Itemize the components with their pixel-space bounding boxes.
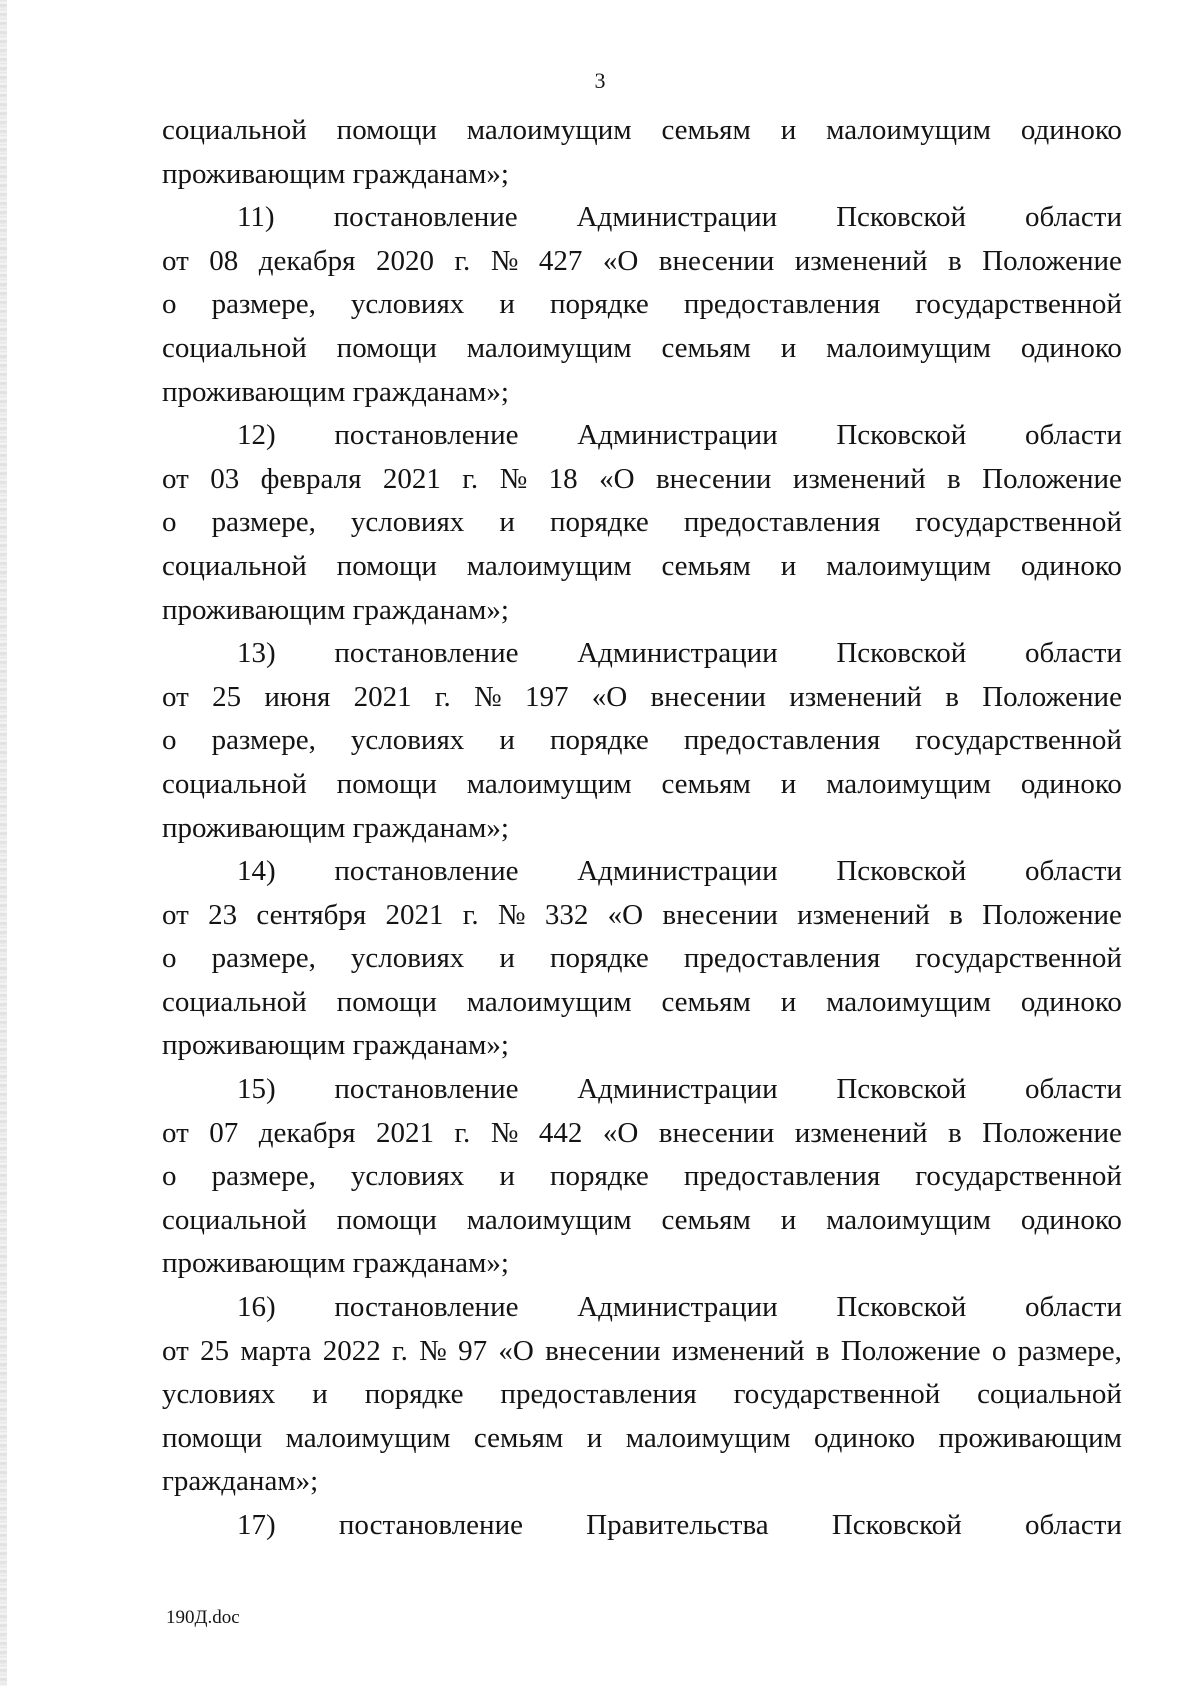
word: и — [780, 114, 797, 146]
word: «О — [498, 1334, 534, 1367]
word: февраля — [260, 462, 362, 495]
text-line — [162, 545, 1122, 589]
word: семьям — [661, 767, 751, 800]
word: «О — [599, 462, 635, 495]
word: 11) — [237, 201, 275, 234]
word: Правительства — [586, 1509, 769, 1541]
word: государственной — [915, 724, 1122, 757]
text-line — [162, 240, 1122, 284]
word: проживающим — [938, 1421, 1122, 1454]
word: г. — [462, 898, 479, 931]
word: 25 — [200, 1334, 230, 1367]
word: Положение — [982, 898, 1122, 931]
word: помощи — [162, 1421, 263, 1454]
word: одиноко — [1020, 767, 1122, 800]
text-line — [162, 1024, 1122, 1068]
word: малоимущим — [285, 1421, 451, 1454]
text-line — [162, 1286, 1122, 1330]
word: порядке — [549, 942, 649, 975]
word: Положение — [982, 680, 1122, 713]
word: Псковской — [836, 855, 967, 888]
word: предоставления — [683, 724, 881, 757]
text-line — [162, 894, 1122, 938]
word: предоставления — [683, 942, 881, 975]
word: условиях — [350, 1160, 465, 1193]
word: 14) — [237, 855, 276, 888]
text-line — [162, 719, 1122, 763]
text-line — [162, 371, 1122, 415]
word: от — [162, 1334, 189, 1367]
word: марта — [240, 1334, 312, 1367]
word: социальной — [162, 331, 307, 364]
word: малоимущим — [826, 985, 991, 1018]
word: 15) — [237, 1073, 276, 1106]
word: помощи — [336, 985, 437, 1018]
word: условиях — [350, 942, 465, 975]
word: и — [780, 331, 797, 364]
text-line — [162, 109, 1122, 153]
word: Администрации — [576, 201, 778, 234]
word: внесении — [658, 244, 775, 277]
word: размере, — [211, 724, 316, 757]
word: Администрации — [577, 855, 778, 888]
word: государственной — [915, 506, 1122, 539]
word: № — [474, 680, 502, 713]
text-line — [162, 1242, 1122, 1286]
word: одиноко — [1020, 331, 1122, 364]
word: о — [162, 506, 177, 539]
word: постановление — [338, 1509, 523, 1541]
text-line — [162, 807, 1122, 851]
word: государственной — [915, 1160, 1122, 1193]
word: в — [947, 1116, 962, 1149]
word: области — [1025, 1509, 1122, 1541]
word: внесении — [650, 680, 766, 713]
word: «О — [602, 1116, 639, 1149]
word: в — [947, 244, 962, 277]
word: № — [490, 1116, 519, 1149]
word: размере, — [1017, 1334, 1122, 1367]
word: от — [162, 680, 189, 713]
word: помощи — [336, 114, 437, 146]
word: одиноко — [1020, 549, 1122, 582]
word: одиноко — [1020, 1203, 1122, 1236]
word: одиноко — [1020, 114, 1122, 146]
word: семьям — [661, 1203, 751, 1236]
word: малоимущим — [466, 114, 632, 146]
word: изменений — [671, 1334, 805, 1367]
word: 13) — [237, 637, 276, 670]
footer-filename: 190Д.doc — [166, 1607, 240, 1628]
text-line — [162, 1504, 1122, 1548]
word: «О — [607, 898, 644, 931]
line-text: проживающим гражданам»; — [162, 1029, 509, 1062]
word: малоимущим — [466, 1203, 632, 1236]
word: 08 — [209, 244, 239, 277]
word: постановление — [334, 637, 519, 670]
text-line — [162, 589, 1122, 633]
word: изменений — [792, 462, 926, 495]
word: постановление — [334, 419, 519, 452]
word: социальной — [162, 985, 307, 1018]
document-body — [162, 109, 1122, 1548]
word: Администрации — [577, 1073, 778, 1106]
word: декабря — [258, 1116, 356, 1149]
text-line — [162, 414, 1122, 458]
word: № — [499, 462, 528, 495]
word: 442 — [538, 1116, 583, 1149]
word: внесении — [658, 1116, 775, 1149]
word: г. — [462, 462, 479, 495]
text-line — [162, 1373, 1122, 1417]
word: и — [499, 506, 515, 539]
word: «О — [591, 680, 628, 713]
line-text: проживающим гражданам»; — [162, 1247, 509, 1280]
word: области — [1025, 637, 1122, 670]
word: Псковской — [836, 637, 967, 670]
word: 2021 — [382, 462, 441, 495]
word: социальной — [162, 767, 307, 800]
word: предоставления — [683, 288, 881, 321]
text-line — [162, 1330, 1122, 1374]
word: государственной — [915, 288, 1122, 321]
word: малоимущим — [826, 114, 991, 146]
line-text: проживающим гражданам»; — [162, 375, 509, 408]
word: 97 — [458, 1334, 488, 1367]
word: изменений — [794, 244, 928, 277]
word: изменений — [789, 680, 922, 713]
word: о — [991, 1334, 1007, 1367]
word: внесении — [655, 462, 772, 495]
word: государственной — [733, 1378, 941, 1411]
word: 427 — [538, 244, 583, 277]
word: и — [780, 1203, 797, 1236]
word: о — [162, 942, 177, 975]
line-text: проживающим гражданам»; — [162, 157, 509, 190]
word: малоимущим — [826, 1203, 991, 1236]
word: социальной — [977, 1378, 1122, 1411]
word: области — [1025, 855, 1122, 888]
word: порядке — [549, 288, 649, 321]
word: Псковской — [836, 1073, 967, 1106]
line-text: проживающим гражданам»; — [162, 811, 509, 844]
word: малоимущим — [466, 331, 632, 364]
text-line — [162, 283, 1122, 327]
word: малоимущим — [826, 549, 991, 582]
word: от — [162, 244, 189, 277]
word: семьям — [661, 331, 751, 364]
word: 16) — [237, 1291, 276, 1324]
word: и — [312, 1378, 328, 1411]
word: и — [499, 942, 515, 975]
word: Положение — [840, 1334, 981, 1367]
word: и — [499, 288, 515, 321]
text-line — [162, 850, 1122, 894]
word: в — [945, 680, 959, 713]
word: размере, — [211, 942, 316, 975]
word: внесении — [662, 898, 778, 931]
word: Администрации — [577, 1291, 778, 1324]
line-text: гражданам»; — [162, 1465, 319, 1498]
word: малоимущим — [826, 331, 991, 364]
word: № — [490, 244, 519, 277]
text-line — [162, 196, 1122, 240]
word: малоимущим — [466, 767, 632, 800]
word: помощи — [336, 767, 437, 800]
word: помощи — [336, 549, 437, 582]
word: 17) — [237, 1509, 276, 1541]
word: о — [162, 288, 177, 321]
scan-edge-shadow — [0, 0, 7, 1686]
word: условиях — [162, 1378, 276, 1411]
word: 2020 — [375, 244, 434, 277]
word: изменений — [797, 898, 930, 931]
word: № — [419, 1334, 447, 1367]
word: помощи — [336, 1203, 437, 1236]
word: от — [162, 1116, 189, 1149]
text-line — [162, 1068, 1122, 1112]
word: Положение — [982, 462, 1122, 495]
word: предоставления — [683, 1160, 881, 1193]
word: размере, — [211, 506, 316, 539]
word: семьям — [661, 114, 751, 146]
word: Администрации — [577, 419, 778, 452]
word: порядке — [549, 724, 649, 757]
text-line — [162, 458, 1122, 502]
word: предоставления — [683, 506, 881, 539]
word: области — [1025, 1073, 1122, 1106]
page-number: 3 — [594, 68, 606, 93]
word: условиях — [350, 506, 465, 539]
word: условиях — [350, 288, 465, 321]
word: в — [949, 898, 963, 931]
text-line — [162, 1155, 1122, 1199]
word: малоимущим — [466, 985, 632, 1018]
word: и — [780, 985, 797, 1018]
word: малоимущим — [625, 1421, 791, 1454]
word: о — [162, 1160, 177, 1193]
word: в — [815, 1334, 830, 1367]
word: области — [1025, 201, 1122, 234]
word: г. — [391, 1334, 408, 1367]
word: социальной — [162, 114, 307, 146]
text-line — [162, 981, 1122, 1025]
text-line — [162, 632, 1122, 676]
word: Псковской — [831, 1509, 962, 1541]
word: 23 — [208, 898, 238, 931]
word: Псковской — [836, 419, 967, 452]
word: г. — [434, 680, 451, 713]
word: 2021 — [385, 898, 444, 931]
word: 07 — [209, 1116, 239, 1149]
word: 2022 — [322, 1334, 381, 1367]
word: г. — [454, 244, 471, 277]
word: и — [586, 1421, 603, 1454]
word: области — [1025, 419, 1122, 452]
word: о — [162, 724, 177, 757]
word: постановление — [333, 201, 518, 234]
word: № — [497, 898, 526, 931]
line-text: проживающим гражданам»; — [162, 593, 509, 626]
word: Псковской — [836, 1291, 967, 1324]
word: порядке — [549, 506, 649, 539]
word: постановление — [334, 1291, 519, 1324]
word: размере, — [211, 1160, 316, 1193]
word: одиноко — [814, 1421, 916, 1454]
word: семьям — [661, 985, 751, 1018]
word: размере, — [211, 288, 316, 321]
word: сентября — [256, 898, 367, 931]
word: и — [780, 767, 797, 800]
word: малоимущим — [826, 767, 991, 800]
word: внесении — [545, 1334, 661, 1367]
word: области — [1025, 1291, 1122, 1324]
word: от — [162, 462, 189, 495]
word: 25 — [212, 680, 242, 713]
word: 197 — [524, 680, 569, 713]
word: условиях — [350, 724, 465, 757]
word: и — [780, 549, 797, 582]
word: 12) — [237, 419, 276, 452]
word: июня — [264, 680, 331, 713]
word: одиноко — [1020, 985, 1122, 1018]
text-line — [162, 937, 1122, 981]
text-line — [162, 1199, 1122, 1243]
word: 03 — [210, 462, 240, 495]
text-line — [162, 501, 1122, 545]
text-line — [162, 327, 1122, 371]
word: 18 — [548, 462, 578, 495]
word: Администрации — [577, 637, 778, 670]
text-line — [162, 676, 1122, 720]
word: г. — [454, 1116, 471, 1149]
text-line — [162, 153, 1122, 197]
word: «О — [602, 244, 639, 277]
word: малоимущим — [466, 549, 632, 582]
text-line — [162, 763, 1122, 807]
text-line — [162, 1112, 1122, 1156]
word: изменений — [794, 1116, 928, 1149]
word: в — [947, 462, 961, 495]
word: 2021 — [353, 680, 412, 713]
word: социальной — [162, 549, 307, 582]
word: и — [499, 1160, 515, 1193]
word: предоставления — [500, 1378, 697, 1411]
word: постановление — [334, 855, 519, 888]
word: от — [162, 898, 189, 931]
word: порядке — [364, 1378, 464, 1411]
word: 332 — [544, 898, 589, 931]
text-line — [162, 1417, 1122, 1461]
word: семьям — [661, 549, 751, 582]
word: социальной — [162, 1203, 307, 1236]
word: Положение — [982, 1116, 1122, 1149]
word: Положение — [982, 244, 1122, 277]
text-line — [162, 1460, 1122, 1504]
word: 2021 — [375, 1116, 434, 1149]
word: постановление — [334, 1073, 519, 1106]
word: и — [499, 724, 515, 757]
word: Псковской — [836, 201, 967, 234]
word: государственной — [915, 942, 1122, 975]
word: семьям — [473, 1421, 564, 1454]
word: порядке — [549, 1160, 649, 1193]
word: декабря — [258, 244, 356, 277]
word: помощи — [336, 331, 437, 364]
